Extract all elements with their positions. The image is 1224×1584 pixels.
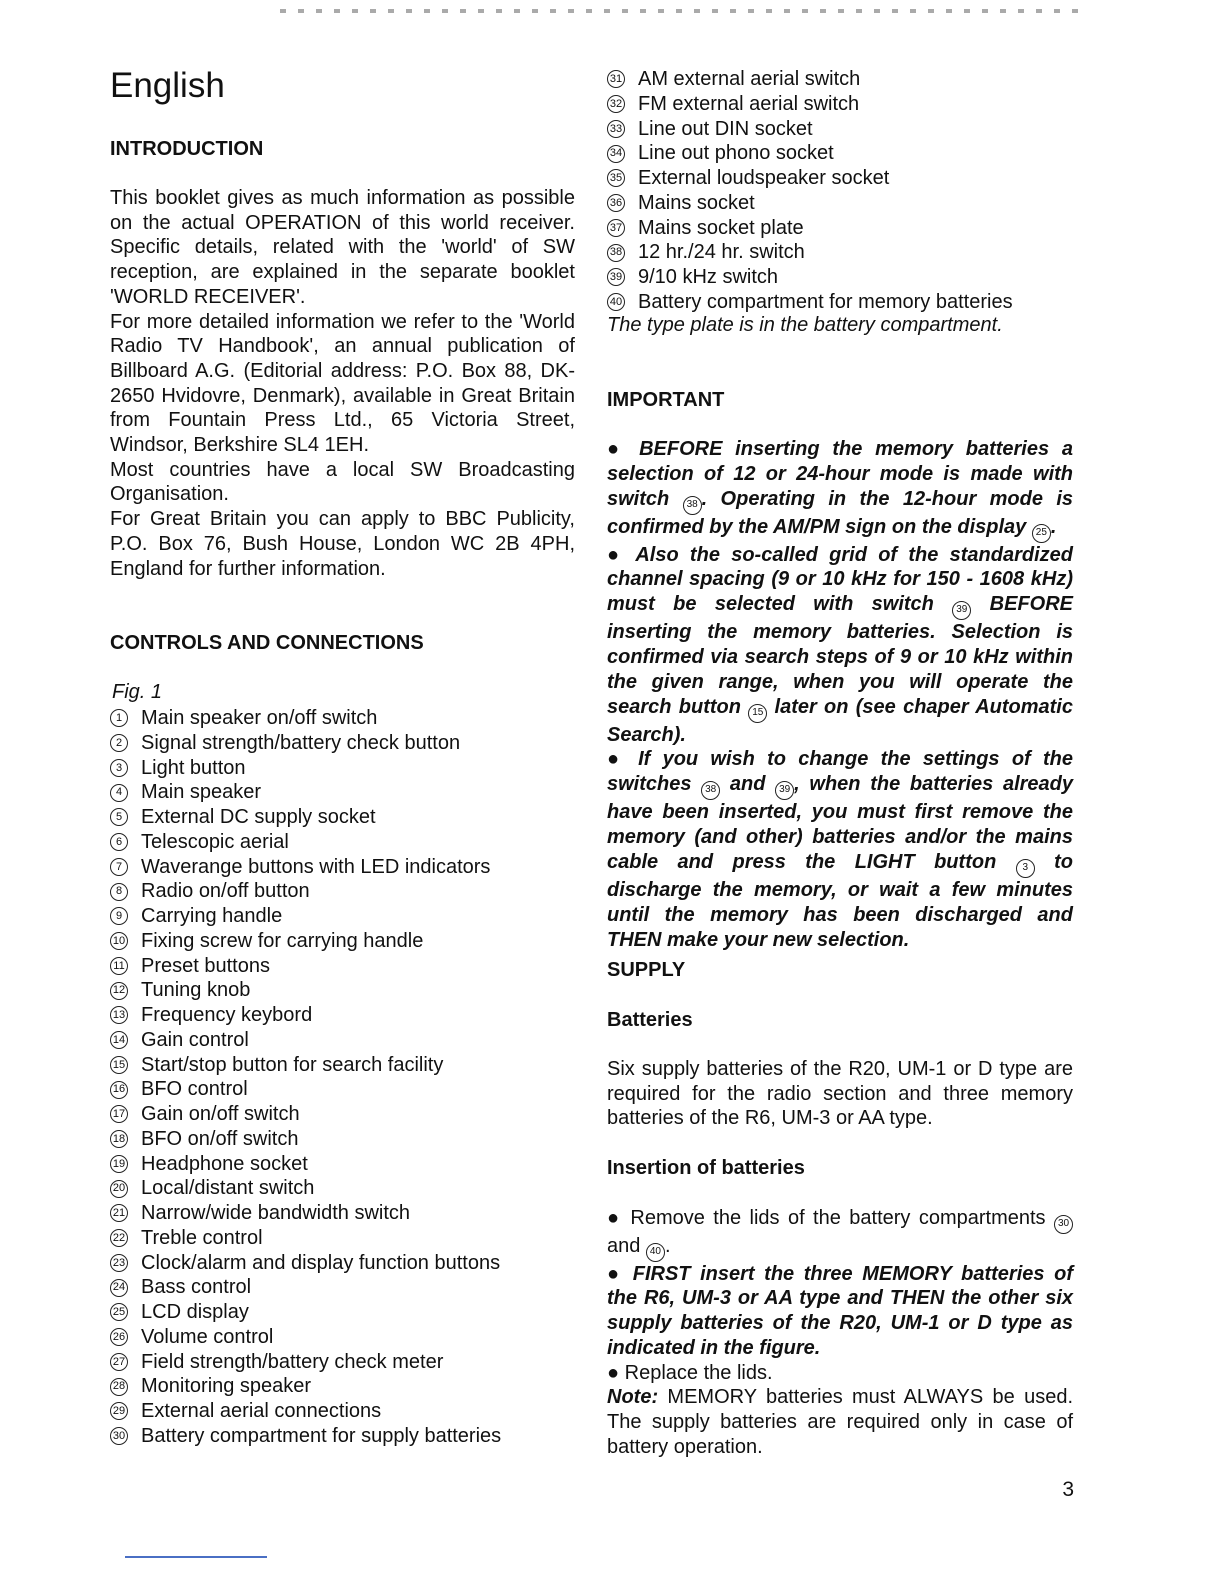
control-list-item bbox=[110, 954, 501, 979]
item-label: Fixing screw for carrying handle bbox=[141, 929, 424, 952]
control-list-item bbox=[110, 1102, 501, 1127]
item-label: Main speaker on/off switch bbox=[141, 707, 378, 729]
control-list-item bbox=[110, 855, 501, 880]
control-list-item bbox=[607, 265, 1013, 290]
item-number: 37 bbox=[607, 219, 625, 237]
item-label: BFO on/off switch bbox=[141, 1127, 299, 1150]
reference-number: 40 bbox=[646, 1243, 665, 1262]
item-label: Bass control bbox=[141, 1276, 252, 1299]
item-number: 2 bbox=[110, 734, 128, 752]
item-number: 13 bbox=[110, 1006, 128, 1024]
item-label: BFO control bbox=[141, 1078, 248, 1101]
item-label: Tuning knob bbox=[141, 979, 251, 1002]
control-list-item bbox=[110, 1374, 501, 1399]
item-label: Light button bbox=[141, 756, 246, 779]
item-label: Battery compartment for supply batteries bbox=[141, 1424, 502, 1447]
item-number: 17 bbox=[110, 1105, 128, 1123]
item-label: Main speaker bbox=[141, 781, 262, 804]
item-label: Narrow/wide bandwidth switch bbox=[141, 1202, 411, 1224]
control-list-item bbox=[110, 879, 501, 904]
item-number: 30 bbox=[110, 1427, 128, 1445]
control-list-item bbox=[110, 1077, 501, 1102]
supply-heading: SUPPLY bbox=[607, 959, 686, 981]
item-number: 16 bbox=[110, 1081, 128, 1099]
control-list-item bbox=[607, 166, 1013, 191]
control-list-item bbox=[110, 706, 501, 731]
control-list-item bbox=[110, 830, 501, 855]
item-label: Start/stop button for search facility bbox=[141, 1053, 444, 1076]
control-list-item bbox=[110, 805, 501, 830]
type-plate-note: The type plate is in the battery compartment. bbox=[607, 314, 1003, 336]
item-number: 5 bbox=[110, 808, 128, 826]
control-list-item bbox=[110, 1176, 501, 1201]
item-label: Monitoring speaker bbox=[141, 1375, 312, 1398]
item-number: 34 bbox=[607, 145, 625, 163]
item-number: 10 bbox=[110, 932, 128, 950]
item-number: 15 bbox=[110, 1056, 128, 1074]
bullet: ● bbox=[607, 438, 627, 460]
item-number: 1 bbox=[110, 709, 128, 727]
important-paragraph-3: ● If you wish to change the settings of the switches 38 and 39 , when the batteries already have been inserted, you must first remove the memory (and other) batteries and/or the mains cable and press the LIGHT button 3 to discharge the memory, or wait a few minutes until the memory has been discharged and THEN make your new selection. bbox=[607, 748, 1074, 951]
item-number: 24 bbox=[110, 1279, 128, 1297]
item-label: FM external aerial switch bbox=[638, 92, 860, 115]
item-label: 12 hr./24 hr. switch bbox=[638, 241, 805, 264]
control-list-item bbox=[607, 216, 1013, 241]
item-number: 26 bbox=[110, 1328, 128, 1346]
item-number: 18 bbox=[110, 1130, 128, 1148]
reference-number: 3 bbox=[1016, 859, 1035, 878]
control-list-item bbox=[110, 780, 501, 805]
intro-paragraph: For more detailed information we refer to the 'World Radio TV Handbook', an annual publication of Billboard A.G. (Editorial address: P.O. Box 88, DK-2650 Hvidovre, Denmark), available in Great Britain from Fountain Press Ltd., 65 Victoria Street, Windsor, Berkshire SL4 1EH. bbox=[110, 310, 575, 457]
control-list-item bbox=[110, 1226, 501, 1251]
item-number: 21 bbox=[110, 1204, 128, 1222]
item-label: Preset buttons bbox=[141, 954, 270, 977]
page-number: 3 bbox=[1062, 1478, 1074, 1501]
item-number: 38 bbox=[607, 244, 625, 262]
item-label: Line out DIN socket bbox=[638, 117, 813, 140]
item-label: Treble control bbox=[141, 1226, 263, 1249]
item-number: 32 bbox=[607, 95, 625, 113]
control-list-item bbox=[110, 1152, 501, 1177]
control-list-item bbox=[110, 1201, 501, 1226]
bullet: ● bbox=[607, 543, 625, 566]
bullet: ● bbox=[607, 1262, 624, 1285]
item-label: Line out phono socket bbox=[638, 142, 834, 165]
control-list-item bbox=[607, 92, 1013, 117]
item-number: 9 bbox=[110, 907, 128, 925]
scan-artifact-bottom bbox=[125, 1556, 267, 1558]
insertion-step-3: ● Replace the lids. bbox=[607, 1361, 773, 1384]
control-list-item bbox=[110, 756, 501, 781]
control-list-item bbox=[607, 290, 1013, 315]
item-label: Clock/alarm and display function buttons bbox=[141, 1251, 501, 1274]
item-number: 36 bbox=[607, 194, 625, 212]
item-label: AM external aerial switch bbox=[638, 68, 861, 90]
note-text: MEMORY batteries must ALWAYS be used. The supply batteries are required only in case of battery operation. bbox=[607, 1386, 1073, 1458]
figure-label: Fig. 1 bbox=[112, 681, 163, 703]
introduction-heading: INTRODUCTION bbox=[110, 138, 264, 160]
item-label: External DC supply socket bbox=[141, 806, 376, 828]
reference-number: 39 bbox=[952, 601, 971, 620]
item-number: 20 bbox=[110, 1180, 128, 1198]
reference-number: 30 bbox=[1054, 1215, 1073, 1234]
reference-number: 38 bbox=[683, 496, 702, 515]
item-number: 23 bbox=[110, 1254, 128, 1272]
controls-list-part-2 bbox=[607, 67, 1013, 315]
item-label: Waverange buttons with LED indicators bbox=[141, 855, 491, 878]
item-label: Mains socket plate bbox=[638, 216, 804, 239]
control-list-item bbox=[607, 141, 1013, 166]
controls-heading: CONTROLS AND CONNECTIONS bbox=[110, 632, 424, 654]
intro-paragraph: This booklet gives as much information as possible on the actual OPERATION of this world receiver. Specific details, related with the 'world' of SW reception, are explained in the separate booklet 'WORLD RECEIVER'. bbox=[110, 187, 575, 308]
batteries-heading: Batteries bbox=[607, 1009, 693, 1031]
bullet: ● bbox=[607, 748, 626, 771]
scan-artifact-top bbox=[280, 9, 1080, 13]
control-list-item bbox=[110, 1350, 501, 1375]
control-list-item bbox=[110, 1424, 501, 1449]
item-number: 27 bbox=[110, 1353, 128, 1371]
control-list-item bbox=[110, 731, 501, 756]
insertion-step-2: ● FIRST insert the three MEMORY batteries of the R6, UM-3 or AA type and THEN the other six supply batteries of the R20, UM-1 or D type as indicated in the figure. bbox=[607, 1262, 1073, 1359]
item-label: Frequency keybord bbox=[141, 1004, 313, 1026]
item-number: 6 bbox=[110, 833, 128, 851]
item-number: 12 bbox=[110, 982, 128, 1000]
insertion-body bbox=[607, 1206, 1073, 1459]
item-label: 9/10 kHz switch bbox=[638, 266, 779, 288]
bullet: ● bbox=[607, 1361, 620, 1384]
item-label: Telescopic aerial bbox=[141, 830, 289, 853]
control-list-item bbox=[110, 929, 501, 954]
intro-paragraph: For Great Britain you can apply to BBC Publicity, P.O. Box 76, Bush House, London WC 2B 4PH, England for further information. bbox=[110, 508, 575, 580]
item-number: 14 bbox=[110, 1031, 128, 1049]
insertion-step-1: ● Remove the lids of the battery compartments 30 and 40 . bbox=[607, 1206, 1073, 1262]
item-number: 11 bbox=[110, 957, 128, 975]
reference-number: 39 bbox=[775, 781, 794, 800]
item-label: Battery compartment for memory batteries bbox=[638, 290, 1013, 313]
important-body bbox=[607, 437, 1073, 952]
reference-number: 25 bbox=[1032, 524, 1051, 543]
item-label: Mains socket bbox=[638, 191, 755, 214]
bullet: ● bbox=[607, 1207, 622, 1229]
item-number: 19 bbox=[110, 1155, 128, 1173]
item-number: 31 bbox=[607, 70, 625, 88]
control-list-item bbox=[110, 1325, 501, 1350]
item-label: External loudspeaker socket bbox=[638, 167, 890, 189]
control-list-item bbox=[110, 1053, 501, 1078]
item-label: LCD display bbox=[141, 1301, 249, 1323]
item-number: 25 bbox=[110, 1303, 128, 1321]
important-paragraph-2: ● Also the so-called grid of the standardized channel spacing (9 or 10 kHz for 150 - 1608 kHz) must be selected with switch 39 BEFORE inserting the memory batteries. Selection is confirmed via search steps of 9 or 10 kHz within the given range, when you will operate the search button 15 later on (see chaper Automatic Search). bbox=[607, 543, 1073, 746]
item-number: 40 bbox=[607, 293, 625, 311]
control-list-item bbox=[110, 1399, 501, 1424]
control-list-item bbox=[607, 117, 1013, 142]
control-list-item bbox=[110, 1127, 501, 1152]
control-list-item bbox=[607, 67, 1013, 92]
control-list-item bbox=[110, 1251, 501, 1276]
note bbox=[607, 1385, 1073, 1459]
control-list-item bbox=[607, 240, 1013, 265]
item-label: Carrying handle bbox=[141, 905, 283, 927]
item-label: Field strength/battery check meter bbox=[141, 1350, 444, 1373]
control-list-item bbox=[110, 1275, 501, 1300]
item-number: 28 bbox=[110, 1378, 128, 1396]
item-number: 8 bbox=[110, 883, 128, 901]
item-number: 29 bbox=[110, 1402, 128, 1420]
item-number: 35 bbox=[607, 169, 625, 187]
introduction-body bbox=[110, 186, 575, 581]
control-list-item bbox=[110, 1300, 501, 1325]
item-number: 33 bbox=[607, 120, 625, 138]
item-label: Signal strength/battery check button bbox=[141, 731, 461, 754]
control-list-item bbox=[110, 1003, 501, 1028]
note-label: Note: bbox=[607, 1386, 659, 1409]
important-heading: IMPORTANT bbox=[607, 389, 725, 411]
item-number: 3 bbox=[110, 759, 128, 777]
control-list-item bbox=[110, 904, 501, 929]
item-number: 39 bbox=[607, 268, 625, 286]
item-number: 7 bbox=[110, 858, 128, 876]
language-title: English bbox=[110, 66, 225, 105]
controls-list-part-1 bbox=[110, 706, 501, 1449]
control-list-item bbox=[110, 978, 501, 1003]
intro-paragraph: Most countries have a local SW Broadcasting Organisation. bbox=[110, 458, 575, 506]
item-label: External aerial connections bbox=[141, 1400, 382, 1422]
control-list-item bbox=[607, 191, 1013, 216]
item-label: Radio on/off button bbox=[141, 880, 310, 903]
item-number: 4 bbox=[110, 784, 128, 802]
important-paragraph-1: ● BEFORE inserting the memory batteries a selection of 12 or 24-hour mode is made with switch 38 . Operating in the 12-hour mode is confirmed by the AM/PM sign on the display 25 . bbox=[607, 437, 1073, 543]
item-label: Gain on/off switch bbox=[141, 1103, 300, 1125]
item-label: Gain control bbox=[141, 1028, 249, 1051]
reference-number: 38 bbox=[701, 781, 720, 800]
control-list-item bbox=[110, 1028, 501, 1053]
reference-number: 15 bbox=[748, 704, 767, 723]
item-number: 22 bbox=[110, 1229, 128, 1247]
item-label: Headphone socket bbox=[141, 1152, 308, 1175]
insertion-heading: Insertion of batteries bbox=[607, 1157, 805, 1179]
item-label: Local/distant switch bbox=[141, 1177, 315, 1200]
item-label: Volume control bbox=[141, 1325, 274, 1348]
batteries-text: Six supply batteries of the R20, UM-1 or D type are required for the radio section and three memory batteries of the R6, UM-3 or AA type. bbox=[607, 1058, 1073, 1130]
